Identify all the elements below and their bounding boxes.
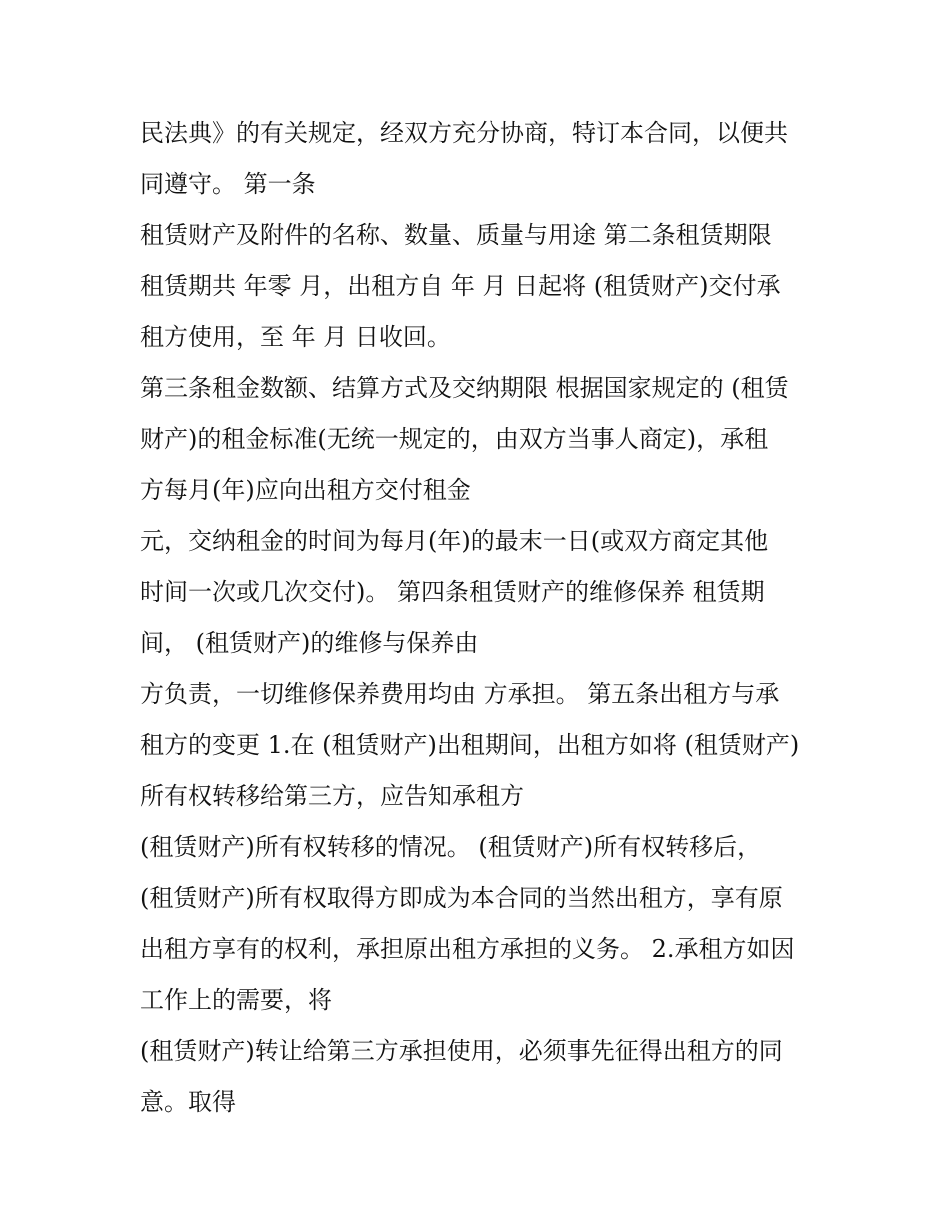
text-line: 方负责，一切维修保养费用均由 方承担。 第五条出租方与承: [140, 680, 780, 708]
text-line: 租赁财产及附件的名称、数量、质量与用途 第二条租赁期限: [140, 221, 772, 249]
text-line: 所有权转移给第三方，应告知承租方: [140, 782, 524, 810]
text-line: 同遵守。 第一条: [140, 170, 316, 198]
text-line: (租赁财产)转让给第三方承担使用，必须事先征得出租方的同: [140, 1037, 783, 1065]
text-line: 时间一次或几次交付)。 第四条租赁财产的维修保养 租赁期: [140, 578, 765, 606]
text-line: 方每月(年)应向出租方交付租金: [140, 476, 471, 504]
text-line: 财产)的租金标准(无统一规定的，由双方当事人商定)，承租: [140, 425, 769, 453]
text-line: 意。取得: [140, 1088, 236, 1116]
contract-body-text: [140, 108, 820, 1128]
text-line: 民法典》的有关规定，经双方充分协商，特订本合同，以便共: [140, 119, 788, 147]
text-line: (租赁财产)所有权取得方即成为本合同的当然出租方，享有原: [140, 884, 783, 912]
text-line: 租赁期共 年零 月，出租方自 年 月 日起将 (租赁财产)交付承: [140, 272, 781, 300]
text-line: 租方使用，至 年 月 日收回。: [140, 323, 451, 351]
text-line: 出租方享有的权利，承担原出租方承担的义务。 2.承租方如因: [140, 935, 795, 963]
text-line: 元，交纳租金的时间为每月(年)的最末一日(或双方商定其他: [140, 527, 769, 555]
text-line: 工作上的需要，将: [140, 986, 332, 1014]
text-line: 间， (租赁财产)的维修与保养由: [140, 629, 479, 657]
text-line: 第三条租金数额、结算方式及交纳期限 根据国家规定的 (租赁: [140, 374, 789, 402]
text-line: (租赁财产)所有权转移的情况。 (租赁财产)所有权转移后，: [140, 833, 762, 861]
text-line: 租方的变更 1.在 (租赁财产)出租期间，出租方如将 (租赁财产): [140, 731, 800, 759]
